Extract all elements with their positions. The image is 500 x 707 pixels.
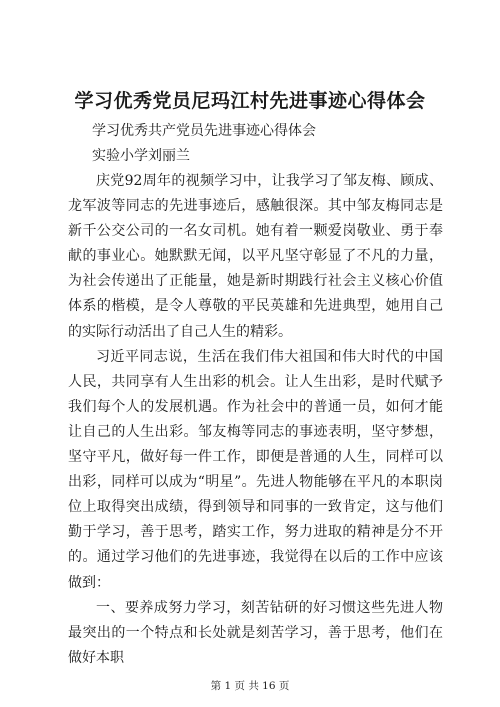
document-author: 实验小学刘丽兰 [92, 148, 190, 164]
body-paragraph: 庆党92周年的视频学习中，让我学习了邹友梅、顾成、龙军波等同志的先进事迹后，感触很深。其中邹友梅同志是新千公交公司的一名女司机。她有着一颗爱岗敬业、勇于奉献的事业心。她默默无闻，以平凡坚守彰显了不凡的力量，为社会传递出了正能量，她是新时期践行社会主义核心价值体系的楷模，是令人尊敬的平民英雄和先进典型，她用自己的实际行动活出了自己人生的精彩。 [68, 173, 443, 340]
body-paragraph: 习近平同志说，生活在我们伟大祖国和伟大时代的中国人民，共同享有人生出彩的机会。让人生出彩，是时代赋予我们每个人的发展机遇。作为社会中的普通一员，如何才能让自己的人生出彩。邹友梅等同志的事迹表明，坚守梦想，坚守平凡，做好每一件工作，即便是普通的人生，同样可以出彩，同样可以成为“明星”。先进人物能够在平凡的本职岗位上取得突出成绩，得到领导和同事的一致肯定，这与他们勤于学习，善于思考，踏实工作，努力进取的精神是分不开的。通过学习他们的先进事迹，我觉得在以后的工作中应该做到： [68, 348, 443, 591]
document-body [68, 169, 443, 671]
document-title: 学习优秀党员尼玛江村先进事迹心得体会 [74, 90, 426, 112]
page-number-footer: 第 1 页 共 16 页 [210, 680, 290, 692]
document-subtitle: 学习优秀共产党员先进事迹心得体会 [92, 123, 316, 139]
body-paragraph: 一、要养成努力学习，刻苦钻研的好习惯这些先进人物最突出的一个特点和长处就是刻苦学习，善于思考，他们在做好本职 [68, 599, 443, 666]
